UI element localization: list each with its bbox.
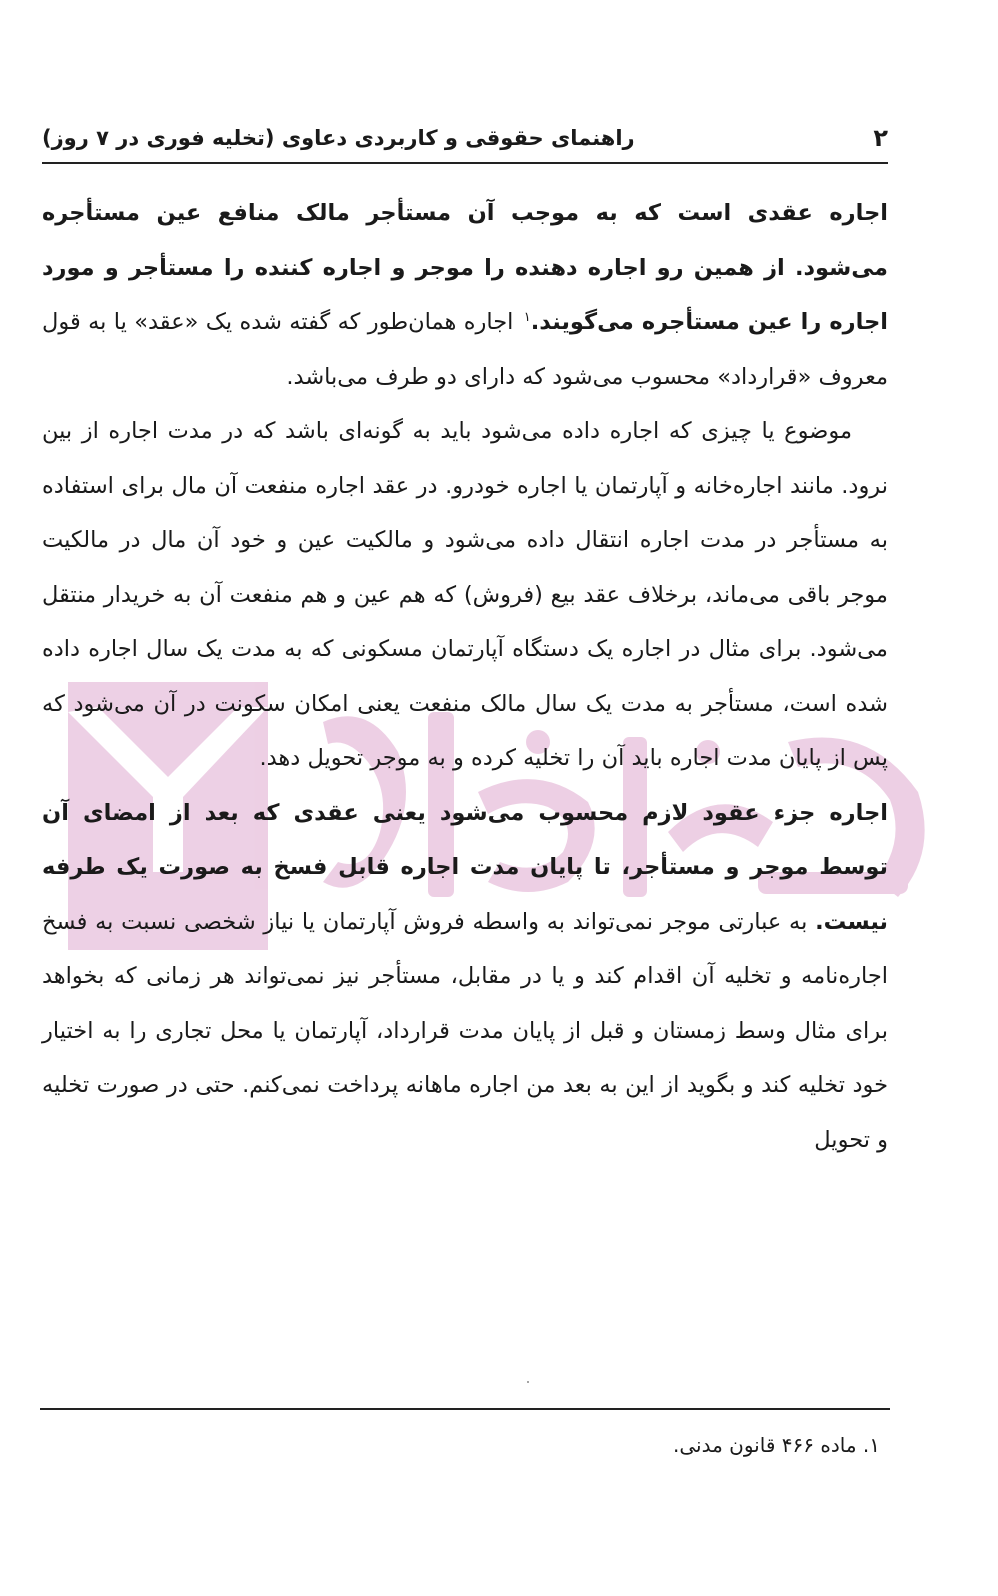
paragraph-binding-contract <box>42 786 888 1168</box>
print-speck <box>527 1381 529 1383</box>
footnote-divider <box>40 1408 890 1410</box>
paragraph-subject: موضوع یا چیزی که اجاره داده می‌شود باید به گونه‌ای باشد که در مدت اجاره از بین نرود. مانند اجاره‌خانه و آپارتمان یا اجاره خودرو. در عقد اجاره منفعت آن مال برای استفاده به مستأجر در مدت اجاره انتقال داده می‌شود و مالکیت عین و خود آن مال در مالکیت موجر باقی می‌ماند، برخلاف عقد بیع (فروش) که هم عین و هم منفعت آن به خریدار منتقل می‌شود. برای مثال در اجاره یک دستگاه آپارتمان مسکونی که به مدت یک سال اجاره داده شده است، مستأجر به مدت یک سال مالک منفعت یعنی امکان سکونت در آن می‌شود که پس از پایان مدت اجاره باید آن را تخلیه کرده و به موجر تحویل دهد. <box>42 418 888 771</box>
page-number: ۲ <box>873 124 888 152</box>
running-header <box>42 118 888 158</box>
binding-contract-continuation: به عبارتی موجر نمی‌تواند به واسطه فروش آپارتمان یا نیاز شخصی نسبت به فسخ اجاره‌نامه و تخلیه آن اقدام کند و یا در مقابل، مستأجر نیز نمی‌تواند هر زمانی که بخواهد برای مثال وسط زمستان و قبل از پایان مدت قرارداد، آپارتمان یا محل تجاری را به اختیار خود تخلیه کند و بگوید از این به بعد من اجاره ماهانه پرداخت نمی‌کنم. حتی در صورت تخلیه و تحویل <box>42 908 888 1153</box>
footnote-reference: ۱ <box>523 309 531 325</box>
binding-contract-bold-text: اجاره جزء عقود لازم محسوب می‌شود یعنی عقدی که بعد از امضای آن توسط موجر و مستأجر، تا پایان مدت اجاره قابل فسخ به صورت یک طرفه نیست. <box>42 799 888 935</box>
definition-bold-text: اجاره عقدی است که به موجب آن مستأجر مالک منافع عین مستأجره می‌شود. از همین رو اجاره دهنده را موجر و اجاره کننده را مستأجر و مورد اجاره را عین مستأجره می‌گویند. <box>42 200 888 335</box>
definition-continuation: اجاره همان‌طور که گفته شده یک «عقد» یا به قول معروف «قرارداد» محسوب می‌شود که دارای دو طرف می‌باشد. <box>42 309 888 390</box>
page-body <box>42 186 888 1167</box>
header-divider <box>42 162 888 164</box>
footnote: ۱. ماده ۴۶۶ قانون مدنی. <box>672 1433 880 1457</box>
paragraph-definition <box>42 186 888 404</box>
running-title: راهنمای حقوقی و کاربردی دعاوی (تخلیه فوری در ۷ روز) <box>42 126 635 150</box>
